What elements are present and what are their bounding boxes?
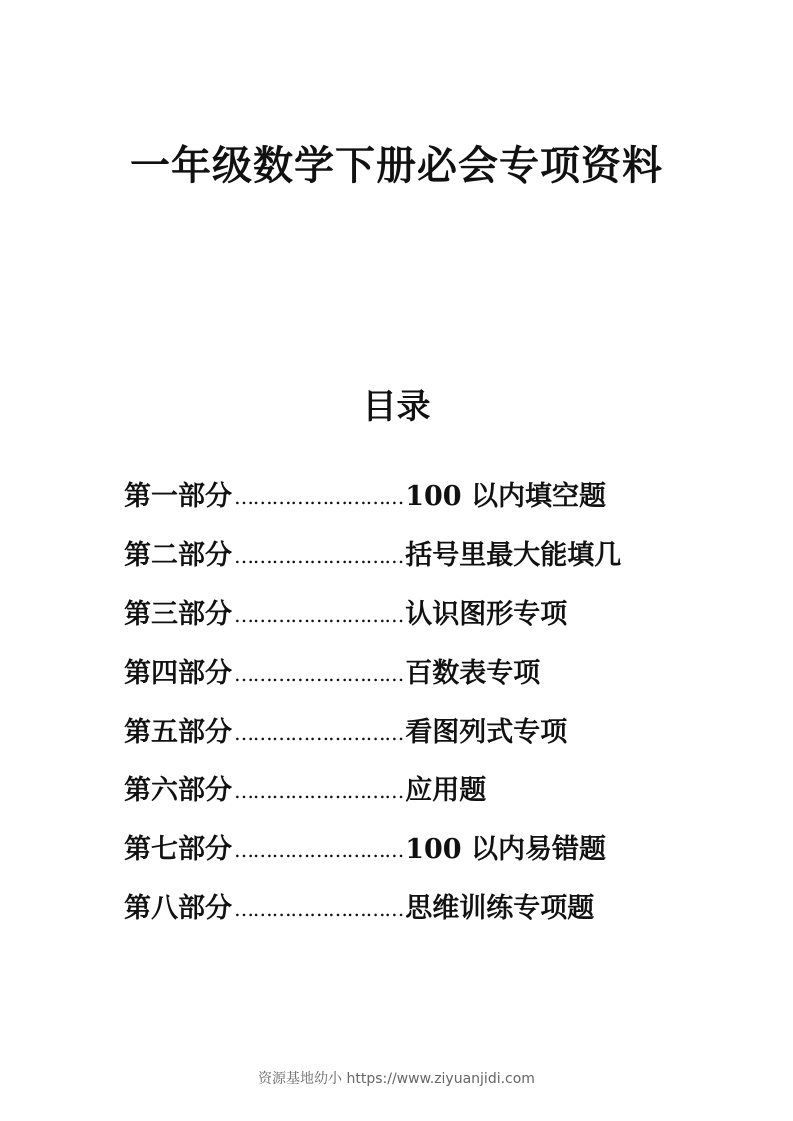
toc-topic: 应用题 bbox=[405, 775, 487, 807]
toc-topic: 思维训练专项题 bbox=[405, 892, 595, 924]
toc-dot-leader: ……………………… bbox=[234, 602, 404, 627]
toc-item-part-1 bbox=[124, 468, 764, 527]
toc-topic: 认识图形专项 bbox=[405, 598, 568, 630]
toc-part-label: 第一部分 bbox=[124, 481, 232, 513]
toc-part-label: 第五部分 bbox=[124, 716, 232, 748]
toc-item-part-7 bbox=[124, 821, 764, 880]
toc-item-part-5 bbox=[124, 703, 764, 762]
toc-part-label: 第七部分 bbox=[124, 834, 232, 866]
toc-item-part-4 bbox=[124, 644, 764, 703]
toc-topic: 括号里最大能填几 bbox=[405, 540, 622, 572]
toc-dot-leader: ……………………… bbox=[234, 838, 404, 863]
toc-part-label: 第三部分 bbox=[124, 598, 232, 630]
toc-item-part-3 bbox=[124, 586, 764, 645]
toc-topic: 百数表专项 bbox=[405, 657, 541, 689]
toc-item-part-2 bbox=[124, 527, 764, 586]
toc-item-part-8 bbox=[124, 880, 764, 939]
toc-part-label: 第八部分 bbox=[124, 892, 232, 924]
toc-dot-leader: ……………………… bbox=[234, 544, 404, 569]
footer-watermark: 资源基地幼小 https://www.ziyuanjidi.com bbox=[258, 1071, 535, 1087]
toc-part-label: 第四部分 bbox=[124, 657, 232, 689]
toc-part-label: 第六部分 bbox=[124, 775, 232, 807]
toc-item-part-6 bbox=[124, 762, 764, 821]
toc-dot-leader: ……………………… bbox=[234, 485, 404, 510]
toc-dot-leader: ……………………… bbox=[234, 661, 404, 686]
toc-dot-leader: ……………………… bbox=[234, 896, 404, 921]
toc-dot-leader: ……………………… bbox=[234, 720, 404, 745]
toc-topic: 100 以内填空题 bbox=[405, 481, 606, 513]
table-of-contents bbox=[124, 468, 764, 938]
toc-heading: 目录 bbox=[362, 387, 431, 427]
page-title: 一年级数学下册必会专项资料 bbox=[130, 142, 663, 189]
toc-topic: 100 以内易错题 bbox=[405, 834, 606, 866]
toc-part-label: 第二部分 bbox=[124, 540, 232, 572]
toc-topic: 看图列式专项 bbox=[405, 716, 568, 748]
toc-dot-leader: ……………………… bbox=[234, 779, 404, 804]
